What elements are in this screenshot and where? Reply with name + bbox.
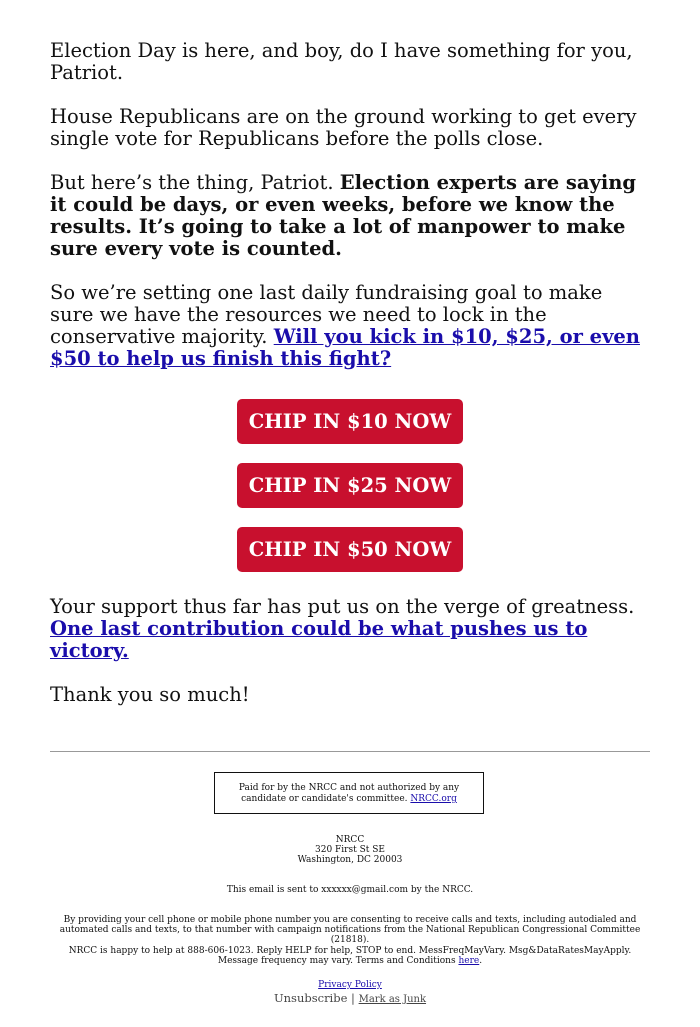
footer-divider <box>50 751 650 752</box>
privacy-policy-link[interactable]: Privacy Policy <box>318 980 382 990</box>
thanks-paragraph: Thank you so much! <box>50 683 250 706</box>
unsubscribe-link[interactable]: Unsubscribe <box>273 991 348 1005</box>
chip-in-10-button[interactable]: CHIP IN $10 NOW <box>237 399 463 444</box>
chip-in-25-button[interactable]: CHIP IN $25 NOW <box>237 463 463 508</box>
experts-bold-text: Election experts are saying it could be days, or even weeks, before we know the results. It’s going to take a lot of manpower to make sure every vote is counted. <box>50 171 637 260</box>
disclaimer-text: Paid for by the NRCC and not authorized by any candidate or candidate's committee. <box>238 783 460 804</box>
ground-paragraph: House Republicans are on the ground working to get every single vote for Republicans before the polls close. <box>50 105 637 150</box>
donation-buttons <box>50 399 650 591</box>
address-org: NRCC <box>335 835 365 845</box>
chip-in-50-button[interactable]: CHIP IN $50 NOW <box>237 527 463 572</box>
address-street: 320 First St SE <box>315 845 385 855</box>
goal-plain-text: So we’re setting one last daily fundraising goal to make sure we have the resources we need to lock in the conservative majority. <box>50 281 603 348</box>
terms-link[interactable]: here <box>458 956 480 966</box>
kick-in-link[interactable]: Will you kick in $10, $25, or even $50 to help us finish this fight? <box>50 325 640 370</box>
consent-notice: By providing your cell phone or mobile phone number you are consenting to receive calls and texts, including autodialed and automated calls and texts, to that number with campaign notifications from the National Republican Congressional Committee (21818). <box>59 915 641 945</box>
paid-for-disclaimer-box <box>214 772 484 814</box>
help-text: NRCC is happy to help at 888-606-1023. Reply HELP for help, STOP to end. MessFreqMayVary. Msg&DataRatesMayApply. Message frequency may vary. Terms and Conditions <box>68 946 632 966</box>
intro-paragraph: Election Day is here, and boy, do I have something for you, Patriot. <box>50 39 633 84</box>
support-paragraph <box>50 596 650 662</box>
help-notice: NRCC is happy to help at 888-606-1023. Reply HELP for help, STOP to end. MessFreqMayVary. Msg&DataRatesMayApply. Message frequency may vary. Terms and Conditions here. <box>68 946 632 966</box>
address-city: Washington, DC 20003 <box>297 855 403 865</box>
mark-as-junk-link[interactable]: Mark as Junk <box>358 994 427 1005</box>
privacy-row <box>50 980 650 990</box>
mailing-address <box>50 835 650 865</box>
sent-to-notice: This email is sent to xxxxxx@gmail.com by the NRCC. <box>226 885 474 895</box>
last-contribution-link[interactable]: One last contribution could be what pushes us to victory. <box>50 617 588 662</box>
nrcc-org-link[interactable]: NRCC.org <box>410 794 457 804</box>
unsubscribe-row: Unsubscribe | Mark as Junk <box>273 991 427 1005</box>
support-plain-text: Your support thus far has put us on the verge of greatness. <box>50 595 635 618</box>
email-body <box>50 40 650 728</box>
goal-paragraph <box>50 282 650 370</box>
experts-paragraph <box>50 172 650 260</box>
experts-plain-text: But here’s the thing, Patriot. <box>50 171 340 194</box>
